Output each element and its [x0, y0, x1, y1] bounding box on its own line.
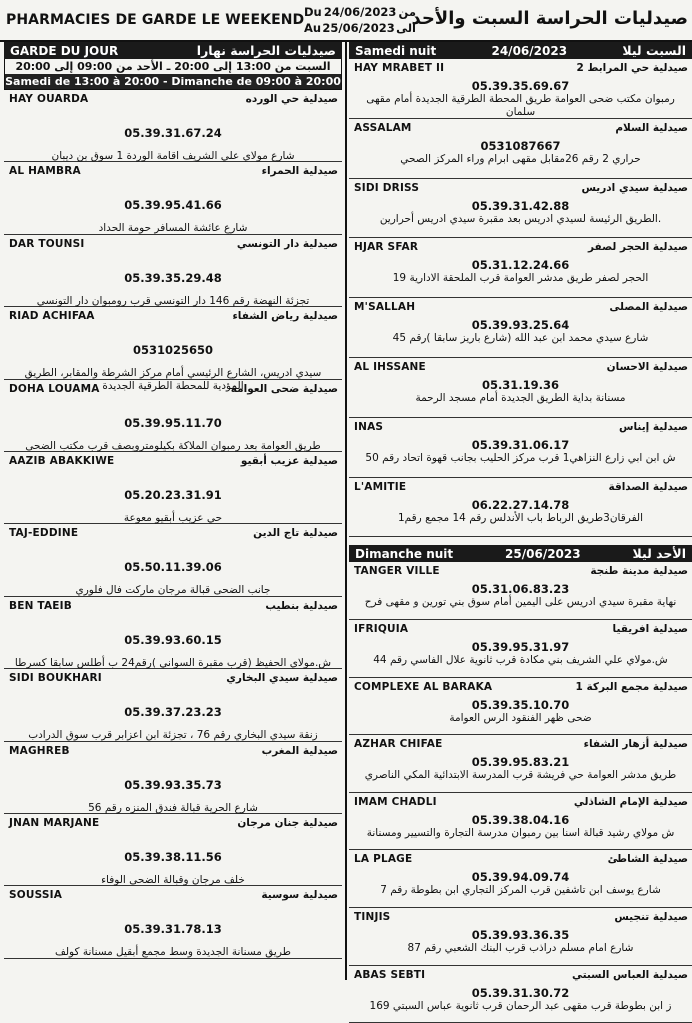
sunday-night-list — [349, 562, 692, 1023]
pharmacy-name: TANGER VILLE — [354, 565, 440, 578]
pharmacy-entry — [349, 966, 692, 1023]
saturday-night-title-ar: السبت ليلا — [622, 43, 686, 58]
pharmacy-entry — [349, 478, 692, 538]
pharmacy-address: ضحى ظهر الفنقود الرس العوامة — [449, 711, 592, 724]
pharmacy-address: سيدي ادريس، الشارع الرئيسي أمام مركز الشرطة والمقابر، الطريق المؤدية للمحطة الطرقية الجديدة — [24, 367, 322, 393]
pharmacy-name: AL HAMBRA — [9, 165, 81, 178]
pharmacy-entry — [4, 380, 342, 452]
pharmacy-address: زنقة سيدي البخاري رقم 76 ، تجزئة ابن اعزابر قرب سوق الدرادب — [28, 729, 318, 742]
pharmacy-address: شارع يوسف ابن تاشفين قرب المركز التجاري ابن بطوطة رقم 7 — [380, 884, 661, 897]
pharmacy-name: SOUSSIA — [9, 889, 63, 902]
saturday-night-date: 24/06/2023 — [491, 43, 568, 58]
pharmacy-entry — [349, 793, 692, 851]
header — [0, 0, 692, 42]
schedule-ar: السبت من 13:00 إلى 20:00 ـ الأحد من 09:00 إلى 20:00 — [15, 60, 331, 73]
pharmacy-entry — [349, 908, 692, 966]
pharmacy-address: شارع مولاي علي الشريف اقامة الوردة 1 سوق بن ديبان — [51, 150, 295, 162]
pharmacy-name: MAGHREB — [9, 744, 70, 757]
pharmacy-address: خلف مرجان وقبالة الضحى الوفاء — [101, 873, 245, 886]
pharmacy-entry — [349, 119, 692, 179]
pharmacy-name: BEN TAEIB — [9, 599, 72, 612]
pharmacy-phone: 05.20.23.31.91 — [124, 487, 222, 502]
saturday-night-list — [349, 59, 692, 537]
pharmacy-entry — [4, 235, 342, 307]
pharmacy-address: نهاية مقبرة سيدي ادريس على اليمين أمام سوق بني تورين و مقهى فرح — [364, 596, 677, 609]
pharmacy-address: طريق مسنانة الجديدة وسط مجمع أبقيل مسنانة كولف — [54, 946, 291, 959]
pharmacy-name-ar: صيدلية السلام — [615, 121, 688, 134]
pharmacy-name-ar: صيدلية الصداقة — [608, 480, 688, 493]
pharmacy-name-ar: صيدلية المصلى — [609, 301, 688, 314]
header-title-fr: PHARMACIES DE GARDE LE WEEKEND — [6, 12, 305, 28]
pharmacy-entry — [349, 735, 692, 793]
pharmacy-name-ar: صيدلية المغرب — [261, 744, 338, 757]
day-duty-list — [4, 90, 342, 959]
pharmacy-entry — [349, 850, 692, 908]
pharmacy-phone: 05.39.95.11.70 — [124, 415, 222, 430]
pharmacy-address: الفرقان3طريق الرباط باب الأندلس رقم 14 مجمع رقم1 — [397, 511, 643, 524]
pharmacy-name: TINJIS — [354, 910, 391, 923]
au-ar: الى — [396, 21, 416, 35]
pharmacy-entry — [349, 298, 692, 358]
pharmacy-name-ar: صيدلية سيدي البخاري — [226, 672, 338, 685]
pharmacy-name: ASSALAM — [354, 121, 412, 134]
pharmacy-address: جانب الضحى قبالة مرجان ماركت فال فلوري — [75, 584, 271, 597]
au-date: 25/06/2023 — [322, 21, 395, 35]
day-duty-header — [4, 42, 342, 59]
saturday-night-header — [349, 42, 692, 59]
pharmacy-address: شارع عائشة المسافر حومة الحداد — [98, 222, 248, 235]
pharmacy-name-ar: صيدلية إيناس — [618, 420, 688, 433]
schedule-fr: Samedi de 13:00 à 20:00 - Dimanche de 09:00 à 20:00 — [5, 75, 341, 88]
sunday-night-title-ar: الأحد ليلا — [632, 546, 686, 562]
pharmacy-entry — [4, 886, 342, 958]
pharmacy-name-ar: صيدلية افريقيا — [612, 622, 688, 635]
pharmacy-name: INAS — [354, 420, 384, 433]
pharmacy-name-ar: صيدلية جنان مرجان — [237, 816, 338, 829]
pharmacy-name-ar: صيدلية الاحسان — [606, 360, 688, 373]
pharmacy-address: شارع الحرية قبالة فندق المنزه رقم 56 — [88, 801, 258, 814]
pharmacy-name-ar: صيدلية سوسية — [261, 889, 338, 902]
pharmacy-entry — [4, 814, 342, 886]
pharmacy-name-ar: صيدلية مجمع البركة 1 — [575, 680, 688, 693]
pharmacy-name: SIDI BOUKHARI — [9, 672, 102, 685]
pharmacy-phone: 0531087667 — [480, 138, 561, 153]
pharmacy-name: HJAR SFAR — [354, 241, 419, 254]
pharmacy-name: AAZIB ABAKKIWE — [9, 454, 115, 467]
pharmacy-phone: 05.39.95.31.97 — [471, 639, 570, 654]
au-label: Au — [304, 21, 322, 35]
pharmacy-name-ar: صيدلية الإمام الشاذلي — [573, 795, 688, 808]
pharmacy-address: حراري 2 رقم 26مقابل مقهى ابرام وراء المركز الصحي — [400, 152, 641, 165]
pharmacy-address: مسنانة بداية الطريق الجديدة أمام مسجد الرحمة — [415, 391, 626, 404]
pharmacy-name-ar: صيدلية دار التونسي — [236, 237, 338, 250]
pharmacy-phone: 05.39.35.29.48 — [124, 270, 222, 285]
pharmacy-address: رمبوان مكتب ضحى العوامة طريق المحطة الطرقية الجديدة أمام مقهى سلمان — [366, 93, 675, 118]
pharmacy-address: ش مولاي رشيد قبالة اسنا بين رمبوان مدرسة التجارة والتسيير ومسنانة — [366, 826, 675, 839]
pharmacy-entry — [4, 524, 342, 596]
pharmacy-phone: 05.31.19.36 — [481, 377, 560, 392]
pharmacy-address: الحجر لصفر طريق مدشر العوامة قرب الملحقة الادارية 19 — [392, 272, 649, 285]
pharmacy-entry — [349, 358, 692, 418]
pharmacy-name: HAY OUARDA — [9, 93, 89, 105]
pharmacy-phone: 05.39.31.42.88 — [471, 198, 570, 213]
pharmacy-address: ش ابن ابي زارع النزاهي1 قرب مركز الحليب بجانب قهوة اتحاد رقم 50 — [365, 451, 676, 464]
day-duty-title-ar: صيدليات الحراسة نهارا — [196, 43, 336, 58]
du-ar: من — [398, 5, 416, 19]
pharmacy-entry — [4, 162, 342, 234]
du-label: Du — [304, 5, 322, 19]
pharmacy-name: IMAM CHADLI — [354, 795, 437, 808]
pharmacy-name-ar: صيدلية تاج الدين — [253, 527, 338, 540]
day-duty-schedule — [4, 59, 342, 90]
day-duty-column — [4, 42, 342, 959]
pharmacy-name-ar: صيدلية مدينة طنجة — [590, 565, 688, 578]
pharmacy-entry — [4, 452, 342, 524]
sunday-night-title: Dimanche nuit — [355, 546, 454, 561]
pharmacy-address: طريق مدشر العوامة حي فريشة قرب المدرسة الابتدائية المكي الناصري — [364, 769, 677, 782]
pharmacy-phone: 05.39.31.30.72 — [471, 985, 570, 1000]
pharmacy-phone: 05.31.06.83.23 — [471, 582, 570, 597]
pharmacy-name-ar: صيدلية حي الورده — [245, 93, 338, 105]
pharmacy-name: HAY MRABET II — [354, 62, 445, 74]
pharmacy-address: طريق العوامة بعد رمبوان الملاكة بكيلومتروبصف قرب مكتب الضحى — [25, 439, 321, 452]
du-date: 24/06/2023 — [323, 5, 397, 19]
pharmacy-address: شارع امام مسلم دراذب قرب البنك الشعبي رقم 87 — [407, 941, 634, 954]
pharmacy-name: M'SALLAH — [354, 301, 416, 314]
pharmacy-address: شارع سيدي محمد ابن عبد الله (شارع باريز سابقا )رقم 45 — [392, 332, 649, 345]
pharmacy-address: تجزئة النهضة رقم 146 دار التونسي قرب رومبوان دار التونسي — [36, 294, 310, 307]
pharmacy-entry — [349, 238, 692, 298]
pharmacy-address: ش.مولاي الحفيظ (قرب مقبرة السواني )رقم24 ب أطلس سابقا كسرطا — [14, 656, 332, 669]
pharmacy-phone: 06.22.27.14.78 — [471, 497, 570, 512]
pharmacy-entry — [4, 597, 342, 669]
pharmacy-entry — [349, 562, 692, 620]
pharmacy-phone: 05.39.31.78.13 — [124, 922, 222, 937]
pharmacy-phone: 05.39.93.25.64 — [471, 318, 570, 333]
pharmacy-name-ar: صيدلية حي المرابط 2 — [576, 62, 688, 74]
pharmacy-entry — [349, 59, 692, 119]
pharmacy-address: .الطريق الرئيسة لسيدي ادريس بعد مقبرة سيدي ادريس أحرارين — [379, 212, 662, 225]
pharmacy-name-ar: صيدلية الحمراء — [261, 165, 338, 178]
pharmacy-name-ar: صيدلية العباس السبتي — [571, 968, 688, 981]
pharmacy-name-ar: صيدلية رياض الشفاء — [232, 310, 338, 323]
pharmacy-entry — [4, 90, 342, 162]
pharmacy-name: LA PLAGE — [354, 853, 413, 866]
header-title-ar: صيدليات الحراسة السبت والأحد — [411, 8, 688, 29]
saturday-night-title: Samedi nuit — [355, 43, 437, 58]
pharmacy-phone: 05.39.31.06.17 — [471, 437, 570, 452]
pharmacy-phone: 05.31.12.24.66 — [471, 258, 570, 273]
sunday-night-header — [349, 545, 692, 562]
pharmacy-entry — [349, 179, 692, 239]
pharmacy-address: حي عزيب أبقيو معوعة — [123, 511, 223, 524]
pharmacy-name: SIDI DRISS — [354, 181, 420, 194]
column-divider — [345, 40, 347, 980]
pharmacy-name: COMPLEXE AL BARAKA — [354, 680, 493, 693]
pharmacy-phone: 05.50.11.39.06 — [124, 560, 222, 575]
pharmacy-name-ar: صيدلية ضحى العوامة — [230, 382, 338, 395]
pharmacy-phone: 05.39.35.10.70 — [471, 697, 570, 712]
pharmacy-phone: 05.39.38.11.56 — [124, 849, 222, 864]
pharmacy-phone: 05.39.94.09.74 — [471, 870, 570, 885]
pharmacy-phone: 05.39.35.69.67 — [471, 79, 570, 93]
pharmacy-name: DOHA LOUAMA — [9, 382, 100, 395]
pharmacy-name-ar: صيدلية تنجيس — [614, 910, 688, 923]
pharmacy-entry — [4, 669, 342, 741]
pharmacy-name: TAJ-EDDINE — [9, 527, 79, 540]
pharmacy-name: JNAN MARJANE — [9, 816, 100, 829]
day-duty-title-fr: GARDE DU JOUR — [10, 43, 119, 58]
pharmacy-phone: 05.39.93.60.15 — [124, 632, 222, 647]
pharmacy-address: ش.مولاي علي الشريف بني مكادة قرب ثانوية علال الفاسي رقم 44 — [373, 653, 668, 666]
pharmacy-name-ar: صيدلية سيدي ادريس — [581, 181, 688, 194]
pharmacy-name: RIAD ACHIFAA — [9, 310, 95, 323]
pharmacy-phone: 0531025650 — [132, 343, 214, 358]
night-duty-column — [349, 42, 692, 1023]
pharmacy-name: DAR TOUNSI — [9, 237, 85, 250]
header-dates — [304, 4, 416, 36]
pharmacy-entry — [349, 620, 692, 678]
pharmacy-entry — [4, 742, 342, 814]
pharmacy-entry — [349, 418, 692, 478]
pharmacy-entry — [349, 678, 692, 736]
pharmacy-name: AL IHSSANE — [354, 360, 426, 373]
pharmacy-name-ar: صيدلية بنطيب — [265, 599, 338, 612]
pharmacy-name-ar: صيدلية أزهار الشفاء — [583, 738, 688, 751]
sunday-night-date: 25/06/2023 — [505, 546, 581, 561]
pharmacy-name-ar: صيدلية الحجر لصفر — [588, 241, 688, 254]
pharmacy-phone: 05.39.93.35.73 — [124, 777, 222, 792]
pharmacy-phone: 05.39.95.41.66 — [124, 198, 222, 213]
pharmacy-name-ar: صيدلية عزيب أبقيو — [240, 454, 338, 467]
pharmacy-name-ar: صيدلية الشاطئ — [607, 853, 688, 866]
pharmacy-phone: 05.39.38.04.16 — [471, 812, 570, 827]
pharmacy-name: L'AMITIE — [354, 480, 407, 493]
pharmacy-name: AZHAR CHIFAE — [354, 738, 443, 751]
pharmacy-name: ABAS SEBTI — [354, 968, 426, 981]
pharmacy-phone: 05.39.37.23.23 — [124, 705, 222, 720]
pharmacy-address: ز ابن بطوطة قرب مقهى عبد الرحمان قرب ثانوية عباس السبتي 169 — [369, 999, 672, 1012]
pharmacy-name: IFRIQUIA — [354, 622, 409, 635]
pharmacy-phone: 05.39.31.67.24 — [124, 126, 222, 140]
pharmacy-phone: 05.39.93.36.35 — [471, 927, 570, 942]
pharmacy-phone: 05.39.95.83.21 — [471, 755, 570, 770]
